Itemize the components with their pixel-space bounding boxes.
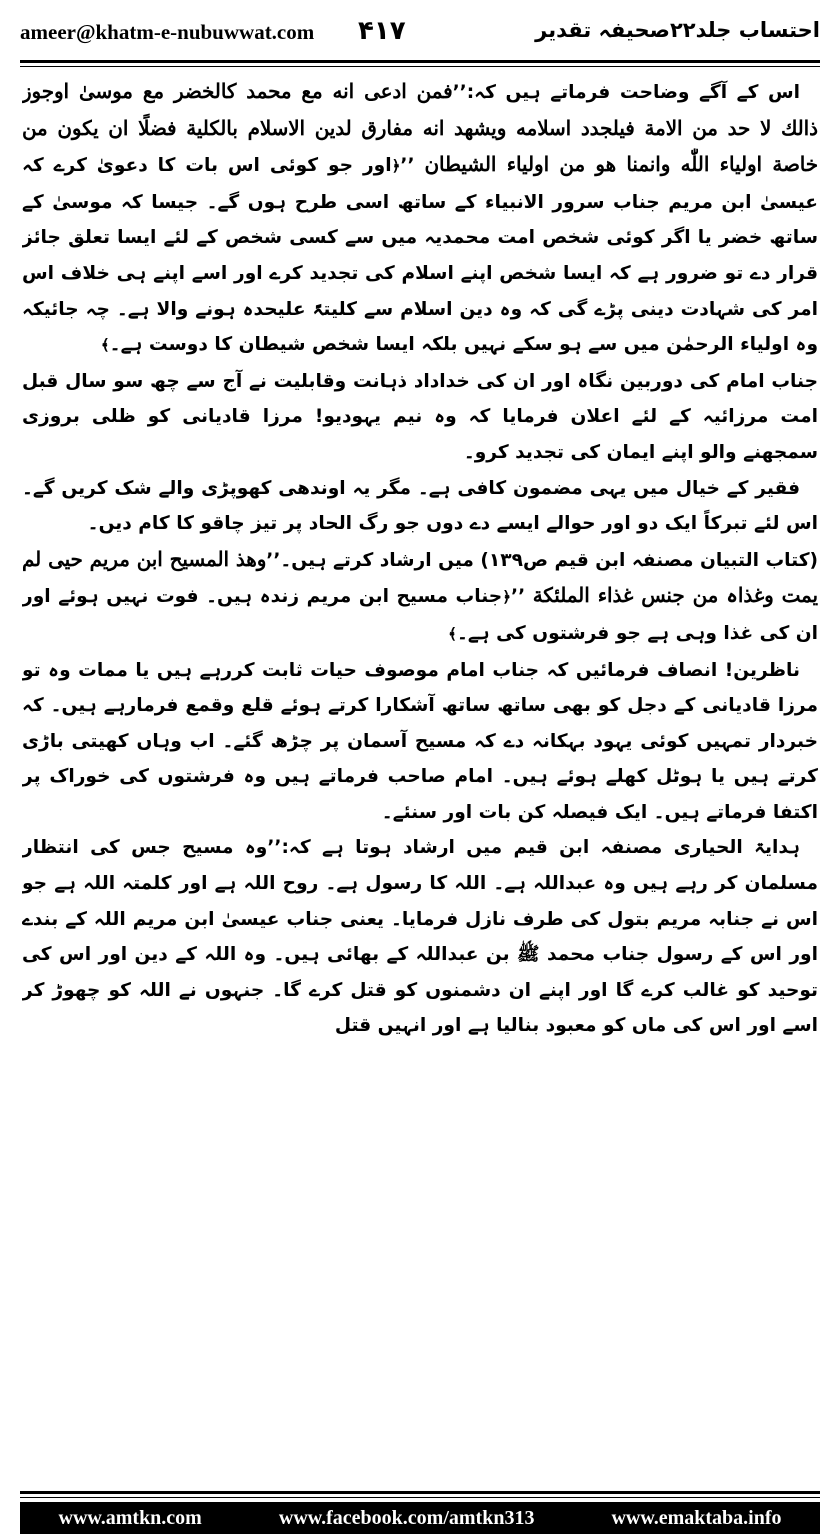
paragraph-6: ہدایۃ الحیاری مصنفہ ابن قیم میں ارشاد ہوتا ہے کہ:’’وہ مسیح جس کی انتظار مسلمان کر رہے ہیں وہ عبداللہ ہے۔ اللہ کا رسول ہے۔ روح اللہ ہے اور کلمتہ اللہ ہے جو اس نے جنابہ مریم بتول کی طرف نازل فرمایا۔ یعنی جناب عیسیٰ ابن مریم اللہ کے بندے اور اس کے رسول جناب محمد ﷺ بن عبداللہ کے بھائی ہیں۔ وہ اللہ کے دین اور اس کی توحید کو غالب کرے گا اور اپنے ان دشمنوں کو قتل کرے گا۔ جنہوں نے اللہ کو چھوڑ کر اسے اور اس کی ماں کو معبود بنالیا ہے اور انہیں قتل <box>22 837 818 1037</box>
p4-close-quote: ’’ <box>511 586 533 608</box>
paragraph-2: جناب امام کی دوربین نگاہ اور ان کی خداداد ذہانت وقابلیت نے آج سے چھ سو سال قبل امت مرزائیہ کے لئے اعلان فرمایا کہ وہ نیم یہودیو! مرزا قادیانی کو ظلی بروزی سمجھنے والو اپنے ایمان کی تجدید کرو۔ <box>22 370 818 463</box>
page-number: ۴۱۷ <box>358 16 406 46</box>
header-email: ameer@khatm-e-nubuwwat.com <box>20 20 315 44</box>
footer-link-amtkn: www.amtkn.com <box>58 1506 202 1529</box>
paragraph-4 <box>22 542 818 653</box>
page-body <box>22 74 818 1474</box>
p4-arabic-quote: وهذ المسیح ابن مریم حیی لم یمت وغذاہ من جنس غذاء الملئکة <box>22 546 818 608</box>
header-rule-thin <box>20 66 820 67</box>
book-title: احتساب جلد۲۲صحیفہ تقدیر <box>535 18 820 42</box>
footer-rule-thin <box>20 1497 820 1498</box>
p4-translation: جناب مسیح ابن مریم زندہ ہیں۔ فوت نہیں ہوئے اور ان کی غذا وہی ہے جو فرشتوں کی ہے۔ <box>22 586 818 644</box>
p1-intro: اس کے آگے وضاحت فرماتے ہیں کہ:’’ <box>452 82 800 103</box>
bracket-open-icon: ﴿ <box>391 157 401 176</box>
footer-link-emaktaba: www.emaktaba.info <box>611 1506 782 1529</box>
footer-bar <box>20 1502 820 1534</box>
header-rule <box>20 60 820 63</box>
footer-rule <box>20 1491 820 1494</box>
bracket-open-icon: ﴿ <box>502 588 511 607</box>
p1-translation: اور جو کوئی اس بات کا دعویٰ کرے کہ عیسیٰ ابن مریم جناب سرور الانبیاء کے ساتھ اسی طرح ہوں گے۔ جیسا کہ موسیٰ کے ساتھ خضر یا اگر کوئی شخص امت محمدیہ میں سے کسی شخص کے لئے ایسا تعلق جائز قرار دے تو ضرور ہے کہ ایسا شخص اپنے اسلام کی تجدید کرے اور اسے اپنے ہی خلاف اس امر کی شہادت دینی پڑے گی کہ وہ دین اسلام سے کلیتہً علیحدہ ہونے والا ہے۔ چہ جائیکہ وہ اولیاء الرحمٰن میں سے ہو سکے نہیں بلکہ ایسا شخص شیطان کا دوست ہے۔ <box>22 155 818 356</box>
paragraph-5: ناظرین! انصاف فرمائیں کہ جناب امام موصوف حیات ثابت کررہے ہیں یا ممات وہ تو مرزا قادیانی کے دجل کو بھی ساتھ ساتھ آشکارا کرتے ہوئے قلع وقمع فرمارہے ہیں۔ کہ خبردار تمہیں کوئی یہود بہکانہ دے کہ مسیح آسمان پر چڑھ گئے۔ اب وہاں کھیتی باڑی کرتے ہیں یا ہوٹل کھلے ہوئے ہیں۔ امام صاحب فرماتے ہیں وہ فرشتوں کی خوراک پر اکتفا فرماتے ہیں۔ ایک فیصلہ کن بات اور سنئے۔ <box>22 659 818 823</box>
footer-link-facebook: www.facebook.com/amtkn313 <box>278 1506 535 1529</box>
p1-arabic-quote: فمن ادعی انه مع محمد کالخضر مع موسیٰ اوجوز ذالك لا حد من الامة فیلجدد اسلامه ویشهد انه مفارق لدین الاسلام بالکلیة فضلًا ان یکون من خاصة اولیاء اللّٰه وانمنا هو من اولیاء الشیطان <box>22 79 818 177</box>
p1-close-quote: ’’ <box>400 155 425 177</box>
paragraph-3: فقیر کے خیال میں یہی مضمون کافی ہے۔ مگر یہ اوندھی کھوپڑی والے شک کریں گے۔ اس لئے تبرکاً ایک دو اور حوالے ایسے دے دوں جو رگ الحاد پر تیز چاقو کا کام دیں۔ <box>22 477 818 535</box>
paragraph-1 <box>22 74 818 364</box>
p4-intro: (کتاب التبیان مصنفہ ابن قیم ص۱۳۹) میں ارشاد کرتے ہیں۔’’ <box>266 549 818 571</box>
page-header <box>20 14 820 54</box>
bracket-close-icon: ﴾ <box>448 624 457 643</box>
bracket-close-icon: ﴾ <box>100 336 110 355</box>
